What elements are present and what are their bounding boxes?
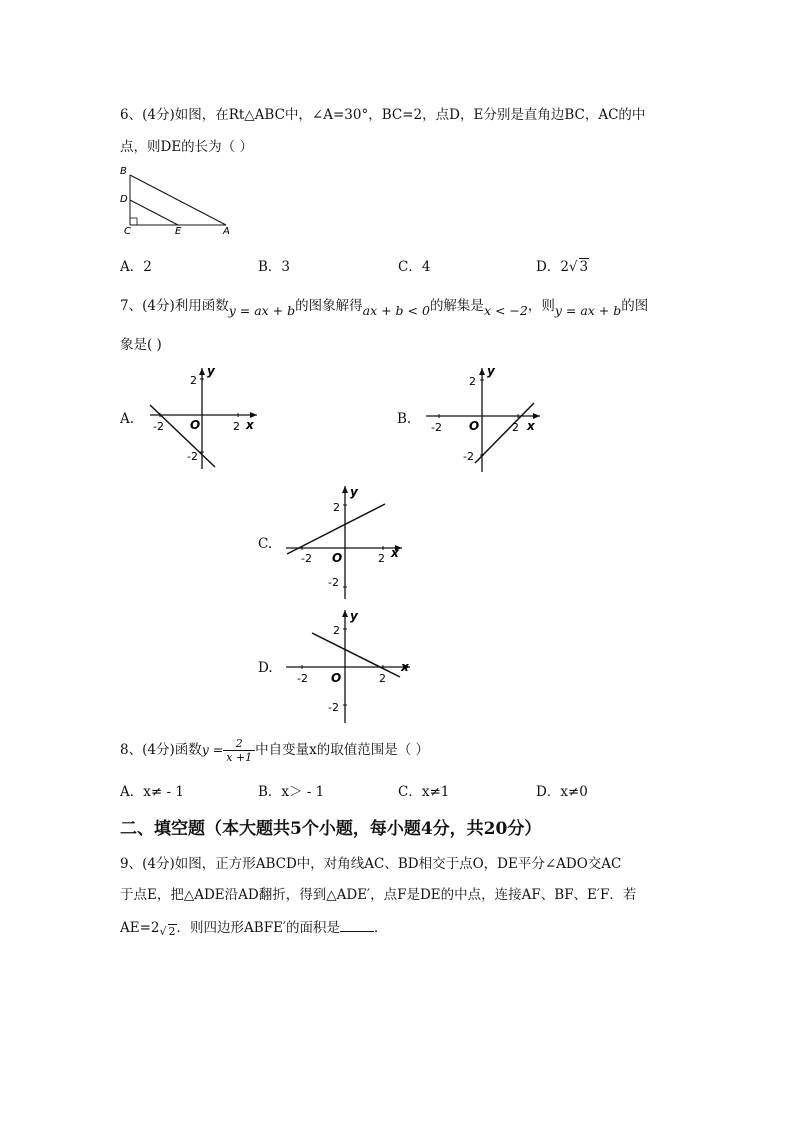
q6-option-c: C．4 [398,259,431,275]
label-B: B [120,166,127,177]
q6-option-d: D．2√ 3 [536,259,589,275]
q7-line-1 [120,294,649,318]
tick-label-x-neg2: -2 [301,552,312,565]
q7-mid-1: 的图象解得 [295,298,363,314]
q6-option-d-prefix: D．2 [536,259,569,275]
tick-label-x-2: 2 [378,552,385,565]
origin-label: O [469,419,480,433]
q7-graph-b [423,365,543,475]
q8-option-a: A．x≠ - 1 [120,784,184,800]
q7-mid-2: 的解集是 [429,298,484,314]
label-C: C [124,226,131,235]
q7-graph-c [283,483,405,601]
axis-label-y: y [207,365,215,378]
q7-function-1: y = ax + b [228,303,296,318]
q6-option-d-radicand: 3 [579,259,589,275]
tick-label-y-2: 2 [333,501,340,514]
origin-label: O [332,551,343,565]
q8-option-b: B．x＞ - 1 [258,784,325,800]
axis-label-x: x [401,660,409,674]
tick-label-x-2: 2 [379,672,386,685]
q8-denominator: x +1 [226,751,253,764]
label-D: D [120,194,128,205]
q9-line-3-end: ． [374,920,388,936]
q9-line-2: 于点E，把△ADE沿AD翻折，得到△ADE′，点F是DE的中点，连接AF、BF、E′F．若 [120,887,637,903]
origin-label: O [190,418,201,432]
q7-graph-d [283,607,413,725]
q8-fraction [223,737,255,764]
tick-label-y-2: 2 [333,624,340,637]
section-heading: 二、填空题（本大题共5个小题，每小题4分，共20分） [120,819,542,839]
axis-label-y: y [350,609,358,623]
q7-option-d-label: D. [258,660,273,676]
q9-line-3: $AE=2_{√ 2}$．则四边形ABFE′的面积是 ． [120,920,388,938]
q6-option-b: B．3 [258,259,291,275]
q8-prefix: 8、(4分)函数 [120,742,202,758]
q8-y-equals: y = [201,742,224,757]
q6-triangle-figure [116,163,238,235]
q7-mid-3: ，则 [527,298,555,314]
q7-line-2: 象是( ) [120,337,162,353]
q7-option-c-label: C. [258,536,273,552]
q6-option-a: A．2 [120,259,152,275]
q8-numerator: 2 [223,737,255,751]
tick-label-x-2: 2 [233,420,240,433]
answer-blank[interactable] [340,919,374,932]
q7-inequality: ax + b < 0 [362,303,430,318]
q9-radicand: 2 [168,925,176,938]
q8-suffix: 中自变量x的取值范围是（ ） [255,742,430,758]
tick-label-y-2: 2 [190,374,197,387]
axis-label-x: x [527,419,535,433]
axis-label-y: y [350,485,358,499]
axis-label-x: x [391,546,399,560]
q7-option-a-label: A. [120,411,135,427]
origin-label: O [331,671,342,685]
tick-label-y-neg2: -2 [328,576,339,589]
q9-line-1: 9、(4分)如图，正方形ABCD中，对角线AC、BD相交于点O，DE平分∠ADO交AC [120,856,622,872]
tick-label-x-neg2: -2 [153,420,164,433]
axis-label-y: y [487,365,495,378]
q6-line-2: 点，则DE的长为（ ） [120,139,253,155]
q7-graph-a [145,365,260,470]
label-A: A [223,226,230,235]
tick-label-y-2: 2 [469,375,476,388]
q7-prefix: 7、(4分)利用函数 [120,298,229,314]
q7-solution: x < −2 [483,303,528,318]
tick-label-x-neg2: -2 [297,672,308,685]
label-E: E [175,226,182,235]
q7-suffix: 的图 [621,298,649,314]
q8-option-c: C．x≠1 [398,784,450,800]
tick-label-y-neg2: -2 [328,701,339,714]
axis-label-x: x [246,418,254,432]
q7-function-2: y = ax + b [554,303,622,318]
q6-line-1: 6、(4分)如图，在Rt△ABC中，∠A=30°，BC=2，点D，E分别是直角边BC，AC的中 [120,107,646,123]
q9-line-3-prefix: AE=2 [120,920,160,936]
q9-line-3-suffix: ．则四边形ABFE′的面积是 [176,920,340,936]
tick-label-x-neg2: -2 [431,421,442,434]
tick-label-y-neg2: -2 [187,450,198,463]
q8-line [120,737,429,764]
tick-label-y-neg2: -2 [463,450,474,463]
q7-option-b-label: B. [397,411,412,427]
tick-label-x-2: 2 [512,421,519,434]
q8-option-d: D．x≠0 [536,784,588,800]
